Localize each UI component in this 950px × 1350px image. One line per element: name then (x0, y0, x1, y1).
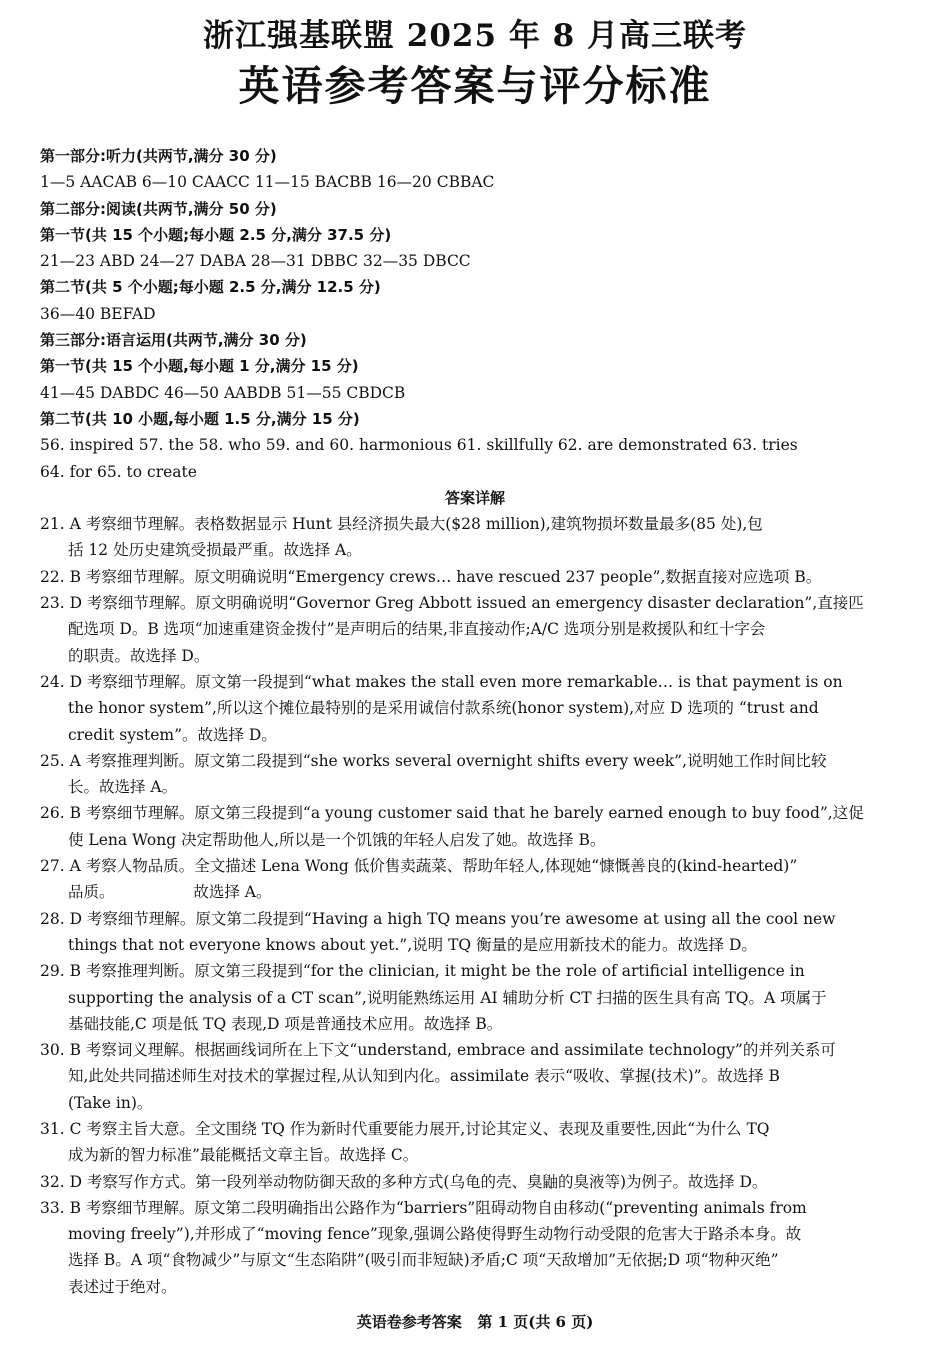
answer-line: 64. for 65. to create (40, 462, 197, 481)
subsection-heading: 第二节(共 5 个小题;每小题 2.5 分,满分 12.5 分) (40, 278, 381, 297)
answer-line: 21—23 ABD 24—27 DABA 28—31 DBBC 32—35 DBCC (40, 252, 471, 271)
explanation-line: 27. A 考察人物品质。全文描述 Lena Wong 低价售卖蔬菜、帮助年轻人,体现她“慷慨善良的(kind-hearted)” (40, 857, 798, 876)
answer-line: 36—40 BEFAD (40, 304, 156, 323)
explanation-line: 26. B 考察细节理解。原文第三段提到“a young customer said that he barely earned enough to buy food”,这促 (40, 804, 864, 823)
subsection-heading: 第二节(共 10 小题,每小题 1.5 分,满分 15 分) (40, 409, 360, 428)
explanation-line: 选择 B。A 项“食物减少”与原文“生态陷阱”(吸引而非短缺)矛盾;C 项“天敌增加”无依据;D 项“物种灭绝” (68, 1251, 779, 1270)
explanation-line: 29. B 考察推理判断。原文第三段提到“for the clinician, it might be the role of artificial intelligence in (40, 962, 805, 981)
explanation-line: 的职责。故选择 D。 (68, 646, 210, 665)
explanation-line: 32. D 考察写作方式。第一段列举动物防御天敌的多种方式(乌龟的壳、臭鼬的臭液等)为例子。故选择 D。 (40, 1172, 768, 1191)
exam-title: 浙江强基联盟 2025 年 8 月高三联考 (202, 18, 748, 54)
explanation-line: 基础技能,C 项是低 TQ 表现,D 项是普通技术应用。故选择 B。 (68, 1014, 503, 1033)
explanation-line: the honor system”,所以这个摊位最特别的是采用诚信付款系统(honor system),对应 D 选项的 “trust and (68, 699, 819, 718)
section-heading: 第三部分:语言运用(共两节,满分 30 分) (40, 331, 307, 350)
document-subtitle: 英语参考答案与评分标准 (238, 62, 712, 110)
explanation-line: 使 Lena Wong 决定帮助他人,所以是一个饥饿的年轻人启发了她。故选择 B。 (68, 830, 606, 849)
explanation-line: 品质。 故选择 A。 (68, 883, 272, 902)
page-footer: 英语卷参考答案 第 1 页(共 6 页) (356, 1313, 594, 1331)
explanation-line: 括 12 处历史建筑受损最严重。故选择 A。 (68, 541, 362, 560)
explanation-line: 24. D 考察细节理解。原文第一段提到“what makes the stall even more remarkable… is that payment is on (40, 672, 843, 691)
answer-line: 56. inspired 57. the 58. who 59. and 60. harmonious 61. skillfully 62. are demonstrated 63. tries (40, 436, 798, 455)
explanation-line: 33. B 考察细节理解。原文第二段明确指出公路作为“barriers”阻碍动物自由移动(“preventing animals from (40, 1198, 807, 1217)
explanation-line: 长。故选择 A。 (68, 778, 178, 797)
explanation-line: 22. B 考察细节理解。原文明确说明“Emergency crews… have rescued 237 people”,数据直接对应选项 B。 (40, 567, 822, 586)
explanation-line: 21. A 考察细节理解。表格数据显示 Hunt 县经济损失最大($28 million),建筑物损坏数量最多(85 处),包 (40, 515, 763, 534)
explanation-line: 31. C 考察主旨大意。全文围绕 TQ 作为新时代重要能力展开,讨论其定义、表现及重要性,因此“为什么 TQ (40, 1119, 770, 1138)
subsection-heading: 第一节(共 15 个小题,每小题 1 分,满分 15 分) (40, 357, 359, 376)
explanation-line: 配选项 D。B 选项“加速重建资金拨付”是声明后的结果,非直接动作;A/C 选项分别是救援队和红十字会 (68, 620, 766, 639)
answer-content (40, 143, 910, 1300)
explanations-heading: 答案详解 (444, 488, 505, 507)
explanation-line: credit system”。故选择 D。 (68, 725, 277, 744)
explanation-line: 30. B 考察词义理解。根据画线词所在上下文“understand, embrace and assimilate technology”的并列关系可 (40, 1041, 836, 1060)
explanation-line: 28. D 考察细节理解。原文第二段提到“Having a high TQ means you’re awesome at using all the cool new (40, 909, 836, 928)
explanation-line: things that not everyone knows about yet.”,说明 TQ 衡量的是应用新技术的能力。故选择 D。 (68, 935, 757, 954)
explanation-line: (Take in)。 (68, 1093, 153, 1112)
explanation-line: 知,此处共同描述师生对技术的掌握过程,从认知到内化。assimilate 表示“吸收、掌握(技术)”。故选择 B (68, 1067, 780, 1086)
section-heading: 第一部分:听力(共两节,满分 30 分) (40, 147, 277, 165)
explanation-line: 25. A 考察推理判断。原文第二段提到“she works several overnight shifts every week”,说明她工作时间比较 (40, 751, 827, 770)
subsection-heading: 第一节(共 15 个小题;每小题 2.5 分,满分 37.5 分) (40, 225, 392, 244)
explanation-line: 表述过于绝对。 (68, 1277, 177, 1296)
explanation-line: 23. D 考察细节理解。原文明确说明“Governor Greg Abbott issued an emergency disaster declaration”,直接匹 (40, 594, 864, 613)
answer-line: 41—45 DABDC 46—50 AABDB 51—55 CBDCB (40, 383, 406, 402)
explanation-line: moving freely”),并形成了“moving fence”现象,强调公路使得野生动物行动受限的危害大于路杀本身。故 (68, 1225, 802, 1244)
answer-line: 1—5 AACAB 6—10 CAACC 11—15 BACBB 16—20 CBBAC (40, 173, 495, 192)
explanation-line: 成为新的智力标准”最能概括文章主旨。故选择 C。 (68, 1146, 419, 1165)
section-heading: 第二部分:阅读(共两节,满分 50 分) (40, 199, 277, 218)
explanation-line: supporting the analysis of a CT scan”,说明能熟练运用 AI 辅助分析 CT 扫描的医生具有高 TQ。A 项属于 (68, 988, 827, 1007)
